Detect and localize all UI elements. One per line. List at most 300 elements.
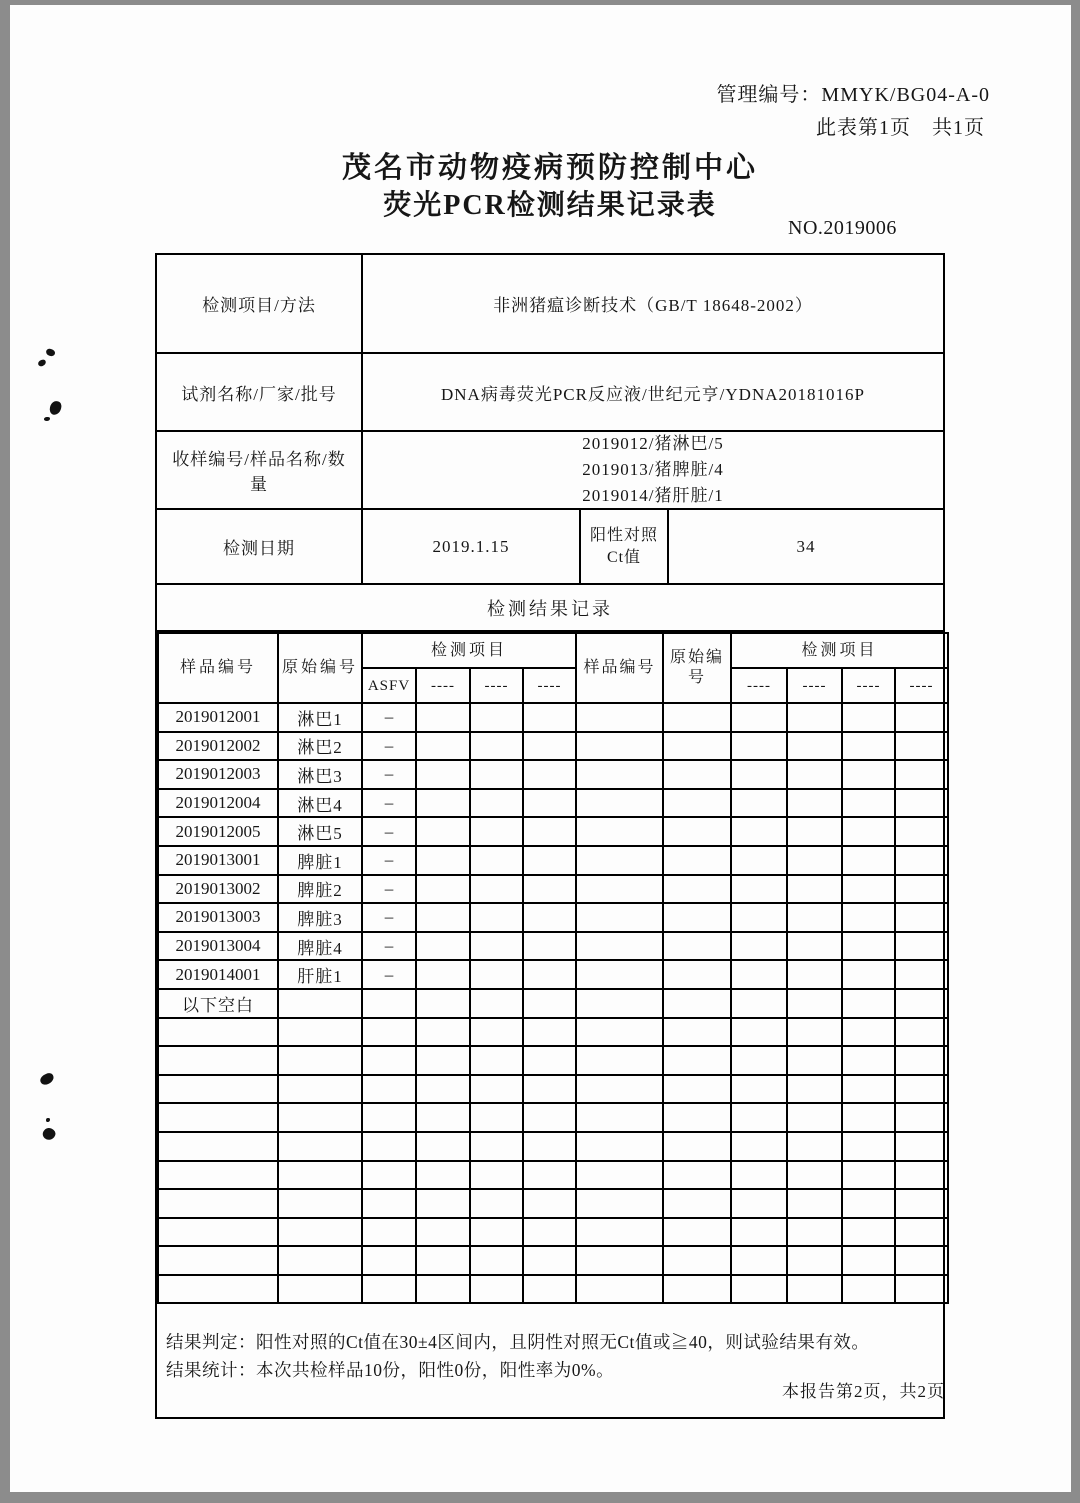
empty-cell	[842, 760, 895, 789]
empty-cell	[787, 1018, 842, 1047]
sample-line: 2019013/猪脾脏/4	[582, 460, 724, 479]
empty-cell	[523, 1132, 576, 1161]
empty-cell	[787, 1046, 842, 1075]
table-row	[158, 903, 948, 932]
subcol-blank: ----	[416, 668, 470, 703]
sample-id-cell	[158, 1103, 278, 1132]
asfv-result-cell: –	[362, 960, 416, 989]
empty-cell	[576, 789, 663, 818]
empty-cell	[731, 903, 787, 932]
empty-cell	[470, 1103, 523, 1132]
empty-cell	[842, 1189, 895, 1218]
empty-cell	[842, 732, 895, 761]
empty-cell	[416, 1275, 470, 1304]
empty-cell	[576, 989, 663, 1018]
empty-cell	[416, 1046, 470, 1075]
empty-cell	[731, 1189, 787, 1218]
empty-cell	[787, 903, 842, 932]
asfv-result-cell	[362, 1218, 416, 1247]
empty-cell	[842, 1018, 895, 1047]
sample-id-cell: 2019012001	[158, 703, 278, 732]
empty-cell	[731, 875, 787, 904]
empty-cell	[895, 1075, 948, 1104]
empty-cell	[787, 1103, 842, 1132]
sample-id-cell	[158, 1046, 278, 1075]
empty-cell	[895, 989, 948, 1018]
original-id-cell: 脾脏3	[278, 903, 362, 932]
asfv-result-cell	[362, 1246, 416, 1275]
empty-cell	[523, 875, 576, 904]
empty-cell	[842, 846, 895, 875]
empty-cell	[842, 960, 895, 989]
subcol-blank: ----	[787, 668, 842, 703]
empty-cell	[576, 1161, 663, 1190]
empty-cell	[576, 1189, 663, 1218]
empty-cell	[416, 703, 470, 732]
info-row-date	[157, 510, 943, 585]
table-row	[158, 1103, 948, 1132]
empty-cell	[895, 1046, 948, 1075]
empty-cell	[523, 1161, 576, 1190]
asfv-result-cell: –	[362, 875, 416, 904]
asfv-result-cell	[362, 1075, 416, 1104]
original-id-cell	[278, 1189, 362, 1218]
empty-cell	[731, 989, 787, 1018]
empty-cell	[663, 875, 731, 904]
sample-id-cell	[158, 1275, 278, 1304]
table-row	[158, 1275, 948, 1304]
empty-cell	[787, 989, 842, 1018]
empty-cell	[523, 1218, 576, 1247]
table-row	[158, 1046, 948, 1075]
date-label: 检测日期	[157, 510, 363, 583]
empty-cell	[842, 1075, 895, 1104]
samples-label: 收样编号/样品名称/数量	[157, 432, 363, 508]
empty-cell	[576, 1075, 663, 1104]
positive-control-ct-value: 34	[796, 536, 816, 556]
empty-cell	[895, 789, 948, 818]
table-row	[158, 846, 948, 875]
empty-cell	[416, 1161, 470, 1190]
main-table	[155, 253, 945, 1419]
empty-cell	[470, 1018, 523, 1047]
empty-cell	[663, 760, 731, 789]
table-row	[158, 703, 948, 732]
results-table-body	[158, 703, 948, 1303]
empty-cell	[895, 817, 948, 846]
empty-cell	[470, 817, 523, 846]
empty-cell	[787, 875, 842, 904]
original-id-cell: 肝脏1	[278, 960, 362, 989]
empty-cell	[663, 932, 731, 961]
asfv-result-cell	[362, 1103, 416, 1132]
empty-cell	[470, 1246, 523, 1275]
subcol-blank: ----	[842, 668, 895, 703]
empty-cell	[842, 989, 895, 1018]
empty-cell	[731, 932, 787, 961]
col-header-test-items: 检测项目	[362, 633, 576, 668]
original-id-cell	[278, 1275, 362, 1304]
table-row	[158, 817, 948, 846]
asfv-result-cell: –	[362, 932, 416, 961]
original-id-cell: 淋巴1	[278, 703, 362, 732]
asfv-result-cell	[362, 1132, 416, 1161]
empty-cell	[470, 989, 523, 1018]
empty-cell	[895, 960, 948, 989]
table-row	[158, 932, 948, 961]
col-header-sample-id-2: 样品编号	[576, 633, 663, 703]
empty-cell	[470, 932, 523, 961]
empty-cell	[523, 1103, 576, 1132]
empty-cell	[470, 703, 523, 732]
empty-cell	[416, 903, 470, 932]
empty-cell	[895, 875, 948, 904]
empty-cell	[787, 789, 842, 818]
info-row-samples	[157, 432, 943, 510]
empty-cell	[576, 960, 663, 989]
subcol-blank: ----	[731, 668, 787, 703]
empty-cell	[523, 1189, 576, 1218]
empty-cell	[895, 846, 948, 875]
empty-cell	[470, 732, 523, 761]
empty-cell	[470, 846, 523, 875]
empty-cell	[416, 932, 470, 961]
original-id-cell: 脾脏1	[278, 846, 362, 875]
empty-cell	[787, 960, 842, 989]
empty-cell	[787, 817, 842, 846]
asfv-result-cell	[362, 1046, 416, 1075]
empty-cell	[523, 789, 576, 818]
original-id-cell: 脾脏4	[278, 932, 362, 961]
empty-cell	[842, 1046, 895, 1075]
empty-cell	[895, 1132, 948, 1161]
sample-id-cell: 2019014001	[158, 960, 278, 989]
empty-cell	[470, 1218, 523, 1247]
empty-cell	[416, 789, 470, 818]
empty-cell	[576, 760, 663, 789]
asfv-result-cell	[362, 1161, 416, 1190]
empty-cell	[787, 846, 842, 875]
empty-cell	[787, 1275, 842, 1304]
ink-speck	[41, 1126, 58, 1143]
empty-cell	[576, 1018, 663, 1047]
sheet-page-note: 此表第1页 共1页	[816, 117, 985, 139]
original-id-cell	[278, 1218, 362, 1247]
empty-cell	[731, 789, 787, 818]
empty-cell	[731, 703, 787, 732]
original-id-cell	[278, 1246, 362, 1275]
empty-cell	[842, 789, 895, 818]
empty-cell	[470, 789, 523, 818]
empty-cell	[787, 760, 842, 789]
sample-id-cell	[158, 1246, 278, 1275]
empty-cell	[895, 732, 948, 761]
original-id-cell: 脾脏2	[278, 875, 362, 904]
empty-cell	[663, 1275, 731, 1304]
empty-cell	[523, 1246, 576, 1275]
original-id-cell	[278, 1161, 362, 1190]
empty-cell	[470, 760, 523, 789]
empty-cell	[663, 1132, 731, 1161]
empty-cell	[663, 703, 731, 732]
original-id-cell: 淋巴3	[278, 760, 362, 789]
asfv-result-cell	[362, 1018, 416, 1047]
results-section-title: 检测结果记录	[157, 585, 943, 632]
empty-cell	[576, 703, 663, 732]
empty-cell	[731, 1246, 787, 1275]
empty-cell	[787, 1132, 842, 1161]
judgment-line: 结果判定：阳性对照的Ct值在30±4区间内，且阴性对照无Ct值或≧40，则试验结果有效。	[166, 1332, 870, 1353]
empty-cell	[470, 960, 523, 989]
ink-speck	[39, 1072, 56, 1087]
info-row-method	[157, 255, 943, 354]
ink-speck	[45, 347, 56, 358]
empty-cell	[523, 1275, 576, 1304]
report-page-note: 本报告第2页，共2页	[782, 1382, 945, 1401]
empty-cell	[663, 903, 731, 932]
empty-cell	[842, 1275, 895, 1304]
empty-cell	[731, 1275, 787, 1304]
sample-line: 2019012/猪淋巴/5	[582, 434, 724, 453]
empty-cell	[416, 846, 470, 875]
empty-cell	[470, 1161, 523, 1190]
empty-cell	[842, 932, 895, 961]
empty-cell	[895, 1018, 948, 1047]
empty-cell	[663, 1161, 731, 1190]
empty-cell	[576, 732, 663, 761]
empty-cell	[663, 789, 731, 818]
col-header-original-id: 原始编号	[278, 633, 362, 703]
empty-cell	[842, 817, 895, 846]
empty-cell	[576, 1246, 663, 1275]
subcol-blank: ----	[470, 668, 523, 703]
empty-cell	[731, 960, 787, 989]
table-row	[158, 875, 948, 904]
reagent-value: DNA病毒荧光PCR反应液/世纪元亨/YDNA20181016P	[441, 384, 865, 404]
sample-id-cell: 2019012002	[158, 732, 278, 761]
ink-speck	[48, 400, 62, 416]
empty-cell	[416, 989, 470, 1018]
original-id-cell	[278, 1103, 362, 1132]
admin-number: 管理编号：MMYK/BG04-A-0	[716, 84, 990, 106]
sample-id-cell: 2019012004	[158, 789, 278, 818]
reagent-label: 试剂名称/厂家/批号	[157, 354, 363, 430]
empty-cell	[731, 1132, 787, 1161]
empty-cell	[895, 903, 948, 932]
asfv-result-cell: –	[362, 817, 416, 846]
empty-cell	[663, 732, 731, 761]
empty-cell	[576, 1132, 663, 1161]
asfv-result-cell: –	[362, 760, 416, 789]
empty-cell	[731, 817, 787, 846]
empty-cell	[787, 703, 842, 732]
empty-cell	[576, 932, 663, 961]
empty-cell	[576, 875, 663, 904]
empty-cell	[470, 1046, 523, 1075]
sample-id-cell: 以下空白	[158, 989, 278, 1018]
empty-cell	[416, 1132, 470, 1161]
empty-cell	[731, 1018, 787, 1047]
empty-cell	[895, 1161, 948, 1190]
empty-cell	[731, 1161, 787, 1190]
sample-id-cell	[158, 1189, 278, 1218]
sample-id-cell	[158, 1018, 278, 1047]
sample-id-cell: 2019013004	[158, 932, 278, 961]
empty-cell	[731, 1075, 787, 1104]
subcol-blank: ----	[523, 668, 576, 703]
asfv-result-cell: –	[362, 846, 416, 875]
table-row	[158, 1132, 948, 1161]
empty-cell	[523, 703, 576, 732]
empty-cell	[523, 903, 576, 932]
statistics-line: 结果统计：本次共检样品10份，阳性0份，阳性率为0%。	[166, 1360, 615, 1381]
asfv-result-cell	[362, 1275, 416, 1304]
ink-speck	[46, 1118, 50, 1122]
original-id-cell	[278, 1046, 362, 1075]
empty-cell	[416, 1018, 470, 1047]
empty-cell	[470, 1075, 523, 1104]
empty-cell	[470, 875, 523, 904]
empty-cell	[895, 760, 948, 789]
asfv-result-cell	[362, 989, 416, 1018]
asfv-result-cell: –	[362, 789, 416, 818]
empty-cell	[576, 846, 663, 875]
empty-cell	[895, 1103, 948, 1132]
original-id-cell	[278, 1132, 362, 1161]
table-row	[158, 760, 948, 789]
empty-cell	[416, 760, 470, 789]
table-row	[158, 1246, 948, 1275]
results-table	[157, 632, 949, 1304]
sample-id-cell	[158, 1218, 278, 1247]
empty-cell	[416, 960, 470, 989]
asfv-result-cell: –	[362, 703, 416, 732]
subcol-blank: ----	[895, 668, 948, 703]
empty-cell	[523, 960, 576, 989]
ink-speck	[44, 417, 50, 421]
sample-id-cell: 2019013003	[158, 903, 278, 932]
sample-id-cell	[158, 1075, 278, 1104]
empty-cell	[576, 1218, 663, 1247]
empty-cell	[523, 846, 576, 875]
table-row	[158, 960, 948, 989]
col-header-test-items-2: 检测项目	[731, 633, 948, 668]
empty-cell	[576, 1275, 663, 1304]
empty-cell	[576, 1103, 663, 1132]
empty-cell	[787, 1246, 842, 1275]
empty-cell	[895, 932, 948, 961]
empty-cell	[663, 989, 731, 1018]
empty-cell	[576, 817, 663, 846]
info-row-reagent	[157, 354, 943, 432]
empty-cell	[576, 903, 663, 932]
subcol-asfv: ASFV	[362, 668, 416, 703]
empty-cell	[663, 1018, 731, 1047]
col-header-sample-id: 样品编号	[158, 633, 278, 703]
empty-cell	[787, 1218, 842, 1247]
empty-cell	[523, 760, 576, 789]
empty-cell	[470, 903, 523, 932]
empty-cell	[731, 732, 787, 761]
empty-cell	[523, 1046, 576, 1075]
method-label: 检测项目/方法	[157, 255, 363, 352]
empty-cell	[663, 1189, 731, 1218]
empty-cell	[731, 1046, 787, 1075]
empty-cell	[842, 875, 895, 904]
empty-cell	[842, 703, 895, 732]
org-title: 茂名市动物疫病预防控制中心	[341, 152, 758, 184]
empty-cell	[523, 732, 576, 761]
empty-cell	[895, 1246, 948, 1275]
record-number: NO.2019006	[788, 217, 897, 239]
empty-cell	[663, 846, 731, 875]
empty-cell	[787, 1161, 842, 1190]
ink-speck	[37, 359, 47, 367]
original-id-cell	[278, 1018, 362, 1047]
empty-cell	[663, 1075, 731, 1104]
empty-cell	[895, 1218, 948, 1247]
sample-id-cell	[158, 1132, 278, 1161]
empty-cell	[416, 817, 470, 846]
empty-cell	[842, 1161, 895, 1190]
table-row	[158, 1189, 948, 1218]
document-page	[10, 5, 1071, 1492]
date-value: 2019.1.15	[363, 510, 581, 583]
empty-cell	[663, 1046, 731, 1075]
empty-cell	[787, 732, 842, 761]
empty-cell	[470, 1189, 523, 1218]
empty-cell	[787, 1075, 842, 1104]
samples-value	[363, 432, 943, 508]
empty-cell	[842, 1218, 895, 1247]
empty-cell	[663, 817, 731, 846]
empty-cell	[731, 1218, 787, 1247]
empty-cell	[842, 1246, 895, 1275]
empty-cell	[842, 1132, 895, 1161]
original-id-cell	[278, 989, 362, 1018]
sample-id-cell	[158, 1161, 278, 1190]
sample-id-cell: 2019013001	[158, 846, 278, 875]
original-id-cell: 淋巴2	[278, 732, 362, 761]
table-row	[158, 732, 948, 761]
sample-id-cell: 2019012005	[158, 817, 278, 846]
empty-cell	[416, 732, 470, 761]
sample-line: 2019014/猪肝脏/1	[582, 486, 724, 505]
empty-cell	[787, 932, 842, 961]
original-id-cell: 淋巴5	[278, 817, 362, 846]
sample-id-cell: 2019012003	[158, 760, 278, 789]
asfv-result-cell: –	[362, 903, 416, 932]
empty-cell	[523, 989, 576, 1018]
empty-cell	[416, 1075, 470, 1104]
empty-cell	[731, 846, 787, 875]
table-row	[158, 1218, 948, 1247]
empty-cell	[416, 1103, 470, 1132]
empty-cell	[576, 1046, 663, 1075]
sample-id-cell: 2019013002	[158, 875, 278, 904]
empty-cell	[842, 903, 895, 932]
table-row	[158, 1075, 948, 1104]
empty-cell	[663, 1218, 731, 1247]
table-row	[158, 989, 948, 1018]
original-id-cell	[278, 1075, 362, 1104]
method-value: 非洲猪瘟诊断技术（GB/T 18648-2002）	[493, 296, 813, 315]
empty-cell	[416, 1189, 470, 1218]
asfv-result-cell: –	[362, 732, 416, 761]
empty-cell	[895, 1275, 948, 1304]
empty-cell	[842, 1103, 895, 1132]
empty-cell	[895, 703, 948, 732]
